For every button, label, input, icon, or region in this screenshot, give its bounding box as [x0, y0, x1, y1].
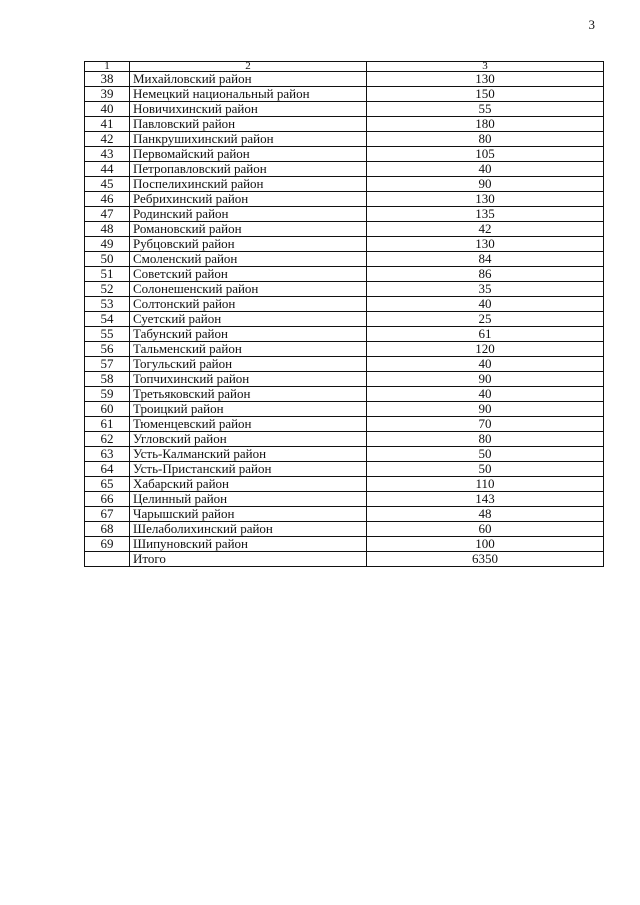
district-value: 100: [367, 537, 604, 552]
district-value: 180: [367, 117, 604, 132]
table-row: [85, 492, 604, 507]
row-number: 65: [85, 477, 130, 492]
table-body: [85, 62, 604, 567]
district-value: 42: [367, 222, 604, 237]
district-name: Целинный район: [130, 492, 367, 507]
district-name: Угловский район: [130, 432, 367, 447]
table-row: [85, 432, 604, 447]
row-number: 61: [85, 417, 130, 432]
row-number: 40: [85, 102, 130, 117]
table-row: [85, 132, 604, 147]
header-row: [85, 62, 604, 72]
row-number: 69: [85, 537, 130, 552]
table-row: [85, 192, 604, 207]
district-name: Усть-Пристанский район: [130, 462, 367, 477]
district-value: 90: [367, 372, 604, 387]
row-number: 57: [85, 357, 130, 372]
district-value: 50: [367, 447, 604, 462]
district-name: Павловский район: [130, 117, 367, 132]
row-number: 63: [85, 447, 130, 462]
district-value: 40: [367, 162, 604, 177]
header-col-3: 3: [367, 62, 604, 72]
table-row: [85, 462, 604, 477]
district-name: Романовский район: [130, 222, 367, 237]
district-name: Тальменский район: [130, 342, 367, 357]
district-name: Солонешенский район: [130, 282, 367, 297]
district-value: 60: [367, 522, 604, 537]
district-value: 48: [367, 507, 604, 522]
table-row: [85, 447, 604, 462]
table-row: [85, 177, 604, 192]
district-value: 50: [367, 462, 604, 477]
row-number: 50: [85, 252, 130, 267]
table-row: [85, 312, 604, 327]
district-value: 143: [367, 492, 604, 507]
district-name: Поспелихинский район: [130, 177, 367, 192]
district-name: Родинский район: [130, 207, 367, 222]
district-name: Итого: [130, 552, 367, 567]
table-row: [85, 162, 604, 177]
district-value: 25: [367, 312, 604, 327]
district-name: Немецкий национальный район: [130, 87, 367, 102]
table-row: [85, 387, 604, 402]
table-row: [85, 267, 604, 282]
row-number: 60: [85, 402, 130, 417]
district-name: Третьяковский район: [130, 387, 367, 402]
district-name: Хабарский район: [130, 477, 367, 492]
district-value: 35: [367, 282, 604, 297]
district-name: Первомайский район: [130, 147, 367, 162]
row-number: 49: [85, 237, 130, 252]
district-name: Солтонский район: [130, 297, 367, 312]
table-row: [85, 252, 604, 267]
district-value: 40: [367, 387, 604, 402]
header-col-1: 1: [85, 62, 130, 72]
row-number: 38: [85, 72, 130, 87]
header-col-2: 2: [130, 62, 367, 72]
row-number: 44: [85, 162, 130, 177]
page-number: 3: [588, 17, 595, 32]
row-number: 64: [85, 462, 130, 477]
district-value: 120: [367, 342, 604, 357]
table-row: [85, 102, 604, 117]
district-name: Рубцовский район: [130, 237, 367, 252]
district-value: 135: [367, 207, 604, 222]
district-value: 130: [367, 72, 604, 87]
row-number: 53: [85, 297, 130, 312]
district-name: Шелаболихинский район: [130, 522, 367, 537]
row-number: 43: [85, 147, 130, 162]
district-name: Смоленский район: [130, 252, 367, 267]
row-number: 45: [85, 177, 130, 192]
table-row: [85, 417, 604, 432]
row-number: 41: [85, 117, 130, 132]
district-value: 86: [367, 267, 604, 282]
district-name: Суетский район: [130, 312, 367, 327]
row-number: 67: [85, 507, 130, 522]
district-value: 110: [367, 477, 604, 492]
table-row: [85, 357, 604, 372]
table-row: [85, 297, 604, 312]
table-row: [85, 537, 604, 552]
district-value: 130: [367, 192, 604, 207]
table-row: [85, 237, 604, 252]
district-name: Топчихинский район: [130, 372, 367, 387]
table-row: [85, 147, 604, 162]
district-name: Табунский район: [130, 327, 367, 342]
district-value: 90: [367, 402, 604, 417]
district-name: Тюменцевский район: [130, 417, 367, 432]
row-number: 66: [85, 492, 130, 507]
row-number: 46: [85, 192, 130, 207]
table-row: [85, 117, 604, 132]
district-value: 80: [367, 432, 604, 447]
district-name: Новичихинский район: [130, 102, 367, 117]
district-name: Панкрушихинский район: [130, 132, 367, 147]
row-number: 56: [85, 342, 130, 357]
row-number: 52: [85, 282, 130, 297]
table-row: [85, 402, 604, 417]
district-value: 55: [367, 102, 604, 117]
district-name: Шипуновский район: [130, 537, 367, 552]
row-number: 51: [85, 267, 130, 282]
table-row: [85, 87, 604, 102]
district-value: 40: [367, 297, 604, 312]
district-value: 80: [367, 132, 604, 147]
table-row: [85, 72, 604, 87]
total-row: [85, 552, 604, 567]
table-row: [85, 507, 604, 522]
district-value: 61: [367, 327, 604, 342]
table-row: [85, 222, 604, 237]
row-number: 62: [85, 432, 130, 447]
row-number: 47: [85, 207, 130, 222]
district-name: Михайловский район: [130, 72, 367, 87]
district-allocation-table: [84, 61, 604, 567]
table-row: [85, 522, 604, 537]
district-name: Троицкий район: [130, 402, 367, 417]
district-value: 84: [367, 252, 604, 267]
row-number: 54: [85, 312, 130, 327]
table-row: [85, 372, 604, 387]
district-value: 150: [367, 87, 604, 102]
district-value: 90: [367, 177, 604, 192]
district-name: Чарышский район: [130, 507, 367, 522]
table-row: [85, 477, 604, 492]
row-number: 39: [85, 87, 130, 102]
row-number: [85, 552, 130, 567]
district-name: Ребрихинский район: [130, 192, 367, 207]
row-number: 48: [85, 222, 130, 237]
district-name: Усть-Калманский район: [130, 447, 367, 462]
district-name: Тогульский район: [130, 357, 367, 372]
district-name: Советский район: [130, 267, 367, 282]
row-number: 59: [85, 387, 130, 402]
district-value: 6350: [367, 552, 604, 567]
row-number: 58: [85, 372, 130, 387]
district-value: 105: [367, 147, 604, 162]
district-value: 40: [367, 357, 604, 372]
row-number: 42: [85, 132, 130, 147]
table-row: [85, 282, 604, 297]
district-value: 130: [367, 237, 604, 252]
district-name: Петропавловский район: [130, 162, 367, 177]
table-row: [85, 327, 604, 342]
row-number: 55: [85, 327, 130, 342]
row-number: 68: [85, 522, 130, 537]
table-row: [85, 342, 604, 357]
district-value: 70: [367, 417, 604, 432]
table-row: [85, 207, 604, 222]
